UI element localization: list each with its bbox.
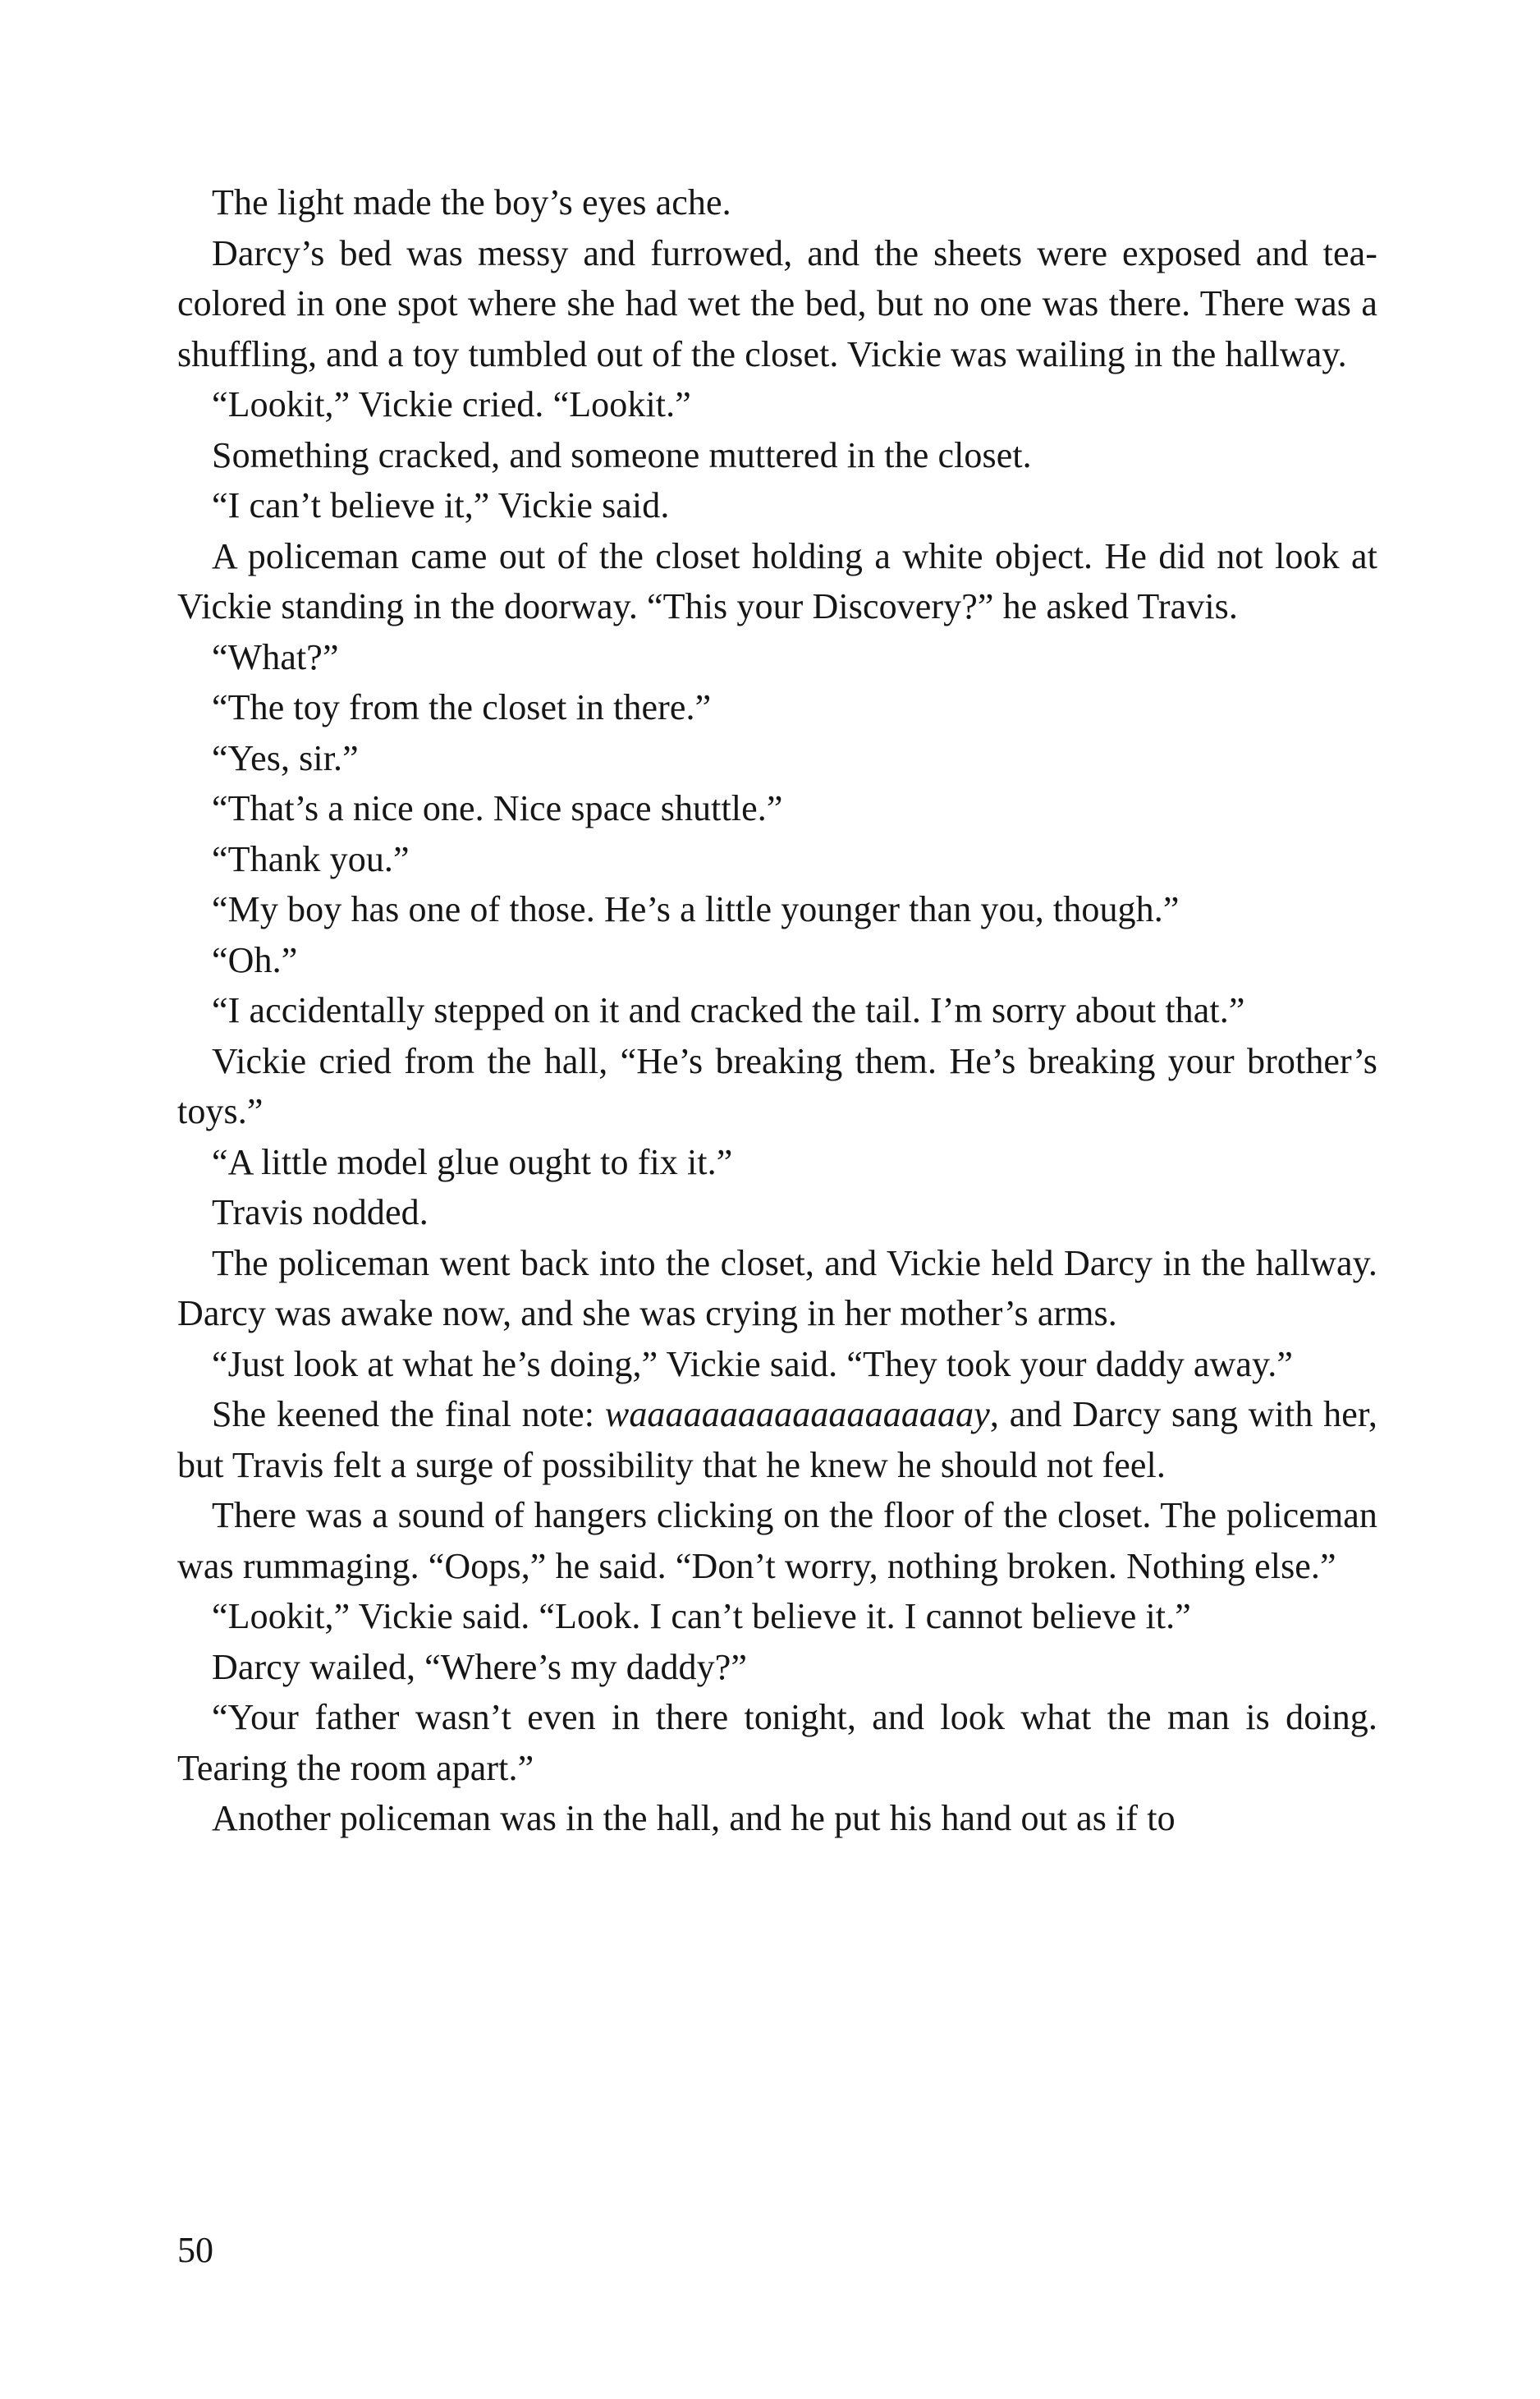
paragraph: The light made the boy’s eyes ache. — [212, 182, 731, 222]
paragraph: There was a sound of hangers clicking on the floor of the closet. The policeman was rummaging. “Oops,” he said. “Don’t worry, nothing broken. Nothing else.” — [177, 1495, 1377, 1586]
paragraph: “My boy has one of those. He’s a little younger than you, though.” — [212, 889, 1180, 929]
paragraph: Another policeman was in the hall, and he put his hand out as if to — [212, 1798, 1176, 1838]
paragraph: “A little model glue ought to fix it.” — [212, 1141, 733, 1182]
paragraph: “Just look at what he’s doing,” Vickie said. “They took your daddy away.” — [212, 1343, 1294, 1384]
emphasized-word: waaaaaaaaaaaaaaaaaaay — [604, 1394, 990, 1434]
page-number: 50 — [177, 2230, 213, 2270]
paragraph — [177, 1389, 1377, 1490]
paragraph: A policeman came out of the closet holding a white object. He did not look at Vickie standing in the doorway. “This your Discovery?” he asked Travis. — [177, 535, 1377, 626]
paragraph: Travis nodded. — [212, 1192, 429, 1232]
paragraph: “Lookit,” Vickie cried. “Lookit.” — [212, 384, 691, 424]
paragraph: “Your father wasn’t even in there tonight, and look what the man is doing. Tearing the room apart.” — [177, 1697, 1377, 1788]
paragraph: The policeman went back into the closet, and Vickie held Darcy in the hallway. Darcy was awake now, and she was crying in her mother’s arms. — [177, 1242, 1377, 1333]
body-text — [177, 177, 1377, 1844]
paragraph: Vickie cried from the hall, “He’s breaking them. He’s breaking your brother’s toys.” — [177, 1040, 1377, 1131]
paragraph: “The toy from the closet in there.” — [212, 687, 712, 727]
paragraph: “I can’t believe it,” Vickie said. — [212, 485, 670, 525]
paragraph: “Lookit,” Vickie said. “Look. I can’t believe it. I cannot believe it.” — [212, 1596, 1191, 1636]
paragraph: Darcy wailed, “Where’s my daddy?” — [212, 1646, 747, 1687]
paragraph: “Thank you.” — [212, 838, 410, 879]
paragraph: “Yes, sir.” — [212, 737, 359, 778]
paragraph: “Oh.” — [212, 939, 298, 980]
paragraph-segment: , and Darcy sang with her, but Travis felt a surge of possibility that he knew he should not feel. — [177, 1394, 1377, 1485]
paragraph-segment: She keened the final note: — [212, 1394, 605, 1434]
paragraph: “What?” — [212, 636, 339, 677]
paragraph: “I accidentally stepped on it and cracked the tail. I’m sorry about that.” — [212, 990, 1245, 1030]
paragraph: Something cracked, and someone muttered in the closet. — [212, 434, 1032, 475]
paragraph: Darcy’s bed was messy and furrowed, and the sheets were exposed and tea-colored in one spot where she had wet the bed, but no one was there. There was a shuffling, and a toy tumbled out of the closet. Vickie was wailing in the hallway. — [177, 232, 1377, 374]
paragraph: “That’s a nice one. Nice space shuttle.” — [212, 788, 783, 828]
